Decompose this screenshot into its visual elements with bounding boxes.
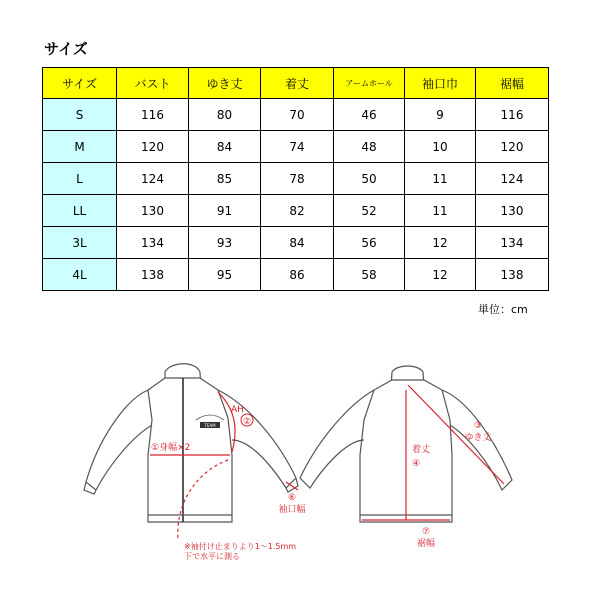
table-cell: 138 [476, 259, 549, 291]
header-sleeve-length: ゆき丈 [189, 68, 261, 99]
row-size-label: 3L [43, 227, 117, 259]
table-cell: 56 [334, 227, 405, 259]
table-cell: 124 [476, 163, 549, 195]
table-cell: 116 [476, 99, 549, 131]
garment-measurement-diagram [0, 340, 600, 580]
row-size-label: 4L [43, 259, 117, 291]
note-line-2: 下で水平に測る [184, 552, 240, 561]
table-cell: 80 [189, 99, 261, 131]
header-armhole: アームホール [334, 68, 405, 99]
table-cell: 48 [334, 131, 405, 163]
header-body-length: 着丈 [261, 68, 334, 99]
table-cell: 12 [405, 227, 476, 259]
header-bust: バスト [117, 68, 189, 99]
table-cell: 58 [334, 259, 405, 291]
label-hem-num: ⑦ [421, 527, 431, 537]
header-hem-width: 裾幅 [476, 68, 549, 99]
note-line-1: ※袖付け止まりより1～1.5mm [184, 542, 297, 551]
table-cell: 10 [405, 131, 476, 163]
table-cell: 134 [117, 227, 189, 259]
table-cell: 134 [476, 227, 549, 259]
table-cell: 46 [334, 99, 405, 131]
table-header-row [43, 68, 549, 99]
label-armhole-num: ② [242, 417, 252, 427]
table-cell: 124 [117, 163, 189, 195]
svg-text:TEAM: TEAM [204, 423, 216, 428]
table-cell: 11 [405, 195, 476, 227]
label-body-length: 着丈 [412, 445, 431, 455]
page-title: サイズ [44, 40, 88, 58]
table-cell: 120 [117, 131, 189, 163]
table-cell: 78 [261, 163, 334, 195]
row-size-label: M [43, 131, 117, 163]
row-size-label: LL [43, 195, 117, 227]
table-cell: 11 [405, 163, 476, 195]
table-row [43, 163, 549, 195]
table-cell: 95 [189, 259, 261, 291]
label-cuff-width: 袖口幅 [278, 505, 306, 515]
header-size: サイズ [43, 68, 117, 99]
front-jacket-illustration [84, 364, 298, 522]
table-cell: 84 [189, 131, 261, 163]
table-cell: 12 [405, 259, 476, 291]
label-bust-width: ①身幅×2 [151, 443, 191, 453]
label-body-length-num: ④ [412, 459, 421, 469]
table-cell: 130 [117, 195, 189, 227]
row-size-label: L [43, 163, 117, 195]
label-hem-width: 裾幅 [416, 539, 436, 549]
table-cell: 120 [476, 131, 549, 163]
table-row [43, 99, 549, 131]
header-cuff-width: 袖口巾 [405, 68, 476, 99]
table-row [43, 227, 549, 259]
table-row [43, 259, 549, 291]
table-cell: 91 [189, 195, 261, 227]
table-cell: 9 [405, 99, 476, 131]
label-cuff-num: ⑥ [287, 493, 297, 503]
table-row [43, 195, 549, 227]
table-row [43, 131, 549, 163]
table-cell: 138 [117, 259, 189, 291]
label-sleeve-length: ゆき丈 [464, 433, 492, 443]
row-size-label: S [43, 99, 117, 131]
unit-label: 単位：cm [478, 303, 528, 316]
table-cell: 86 [261, 259, 334, 291]
table-cell: 50 [334, 163, 405, 195]
label-armhole: AH [231, 405, 244, 415]
table-cell: 93 [189, 227, 261, 259]
table-cell: 116 [117, 99, 189, 131]
table-cell: 52 [334, 195, 405, 227]
table-cell: 82 [261, 195, 334, 227]
table-cell: 85 [189, 163, 261, 195]
table-cell: 130 [476, 195, 549, 227]
table-cell: 84 [261, 227, 334, 259]
table-cell: 70 [261, 99, 334, 131]
table-cell: 74 [261, 131, 334, 163]
size-table [42, 67, 549, 291]
label-sleeve-num: ③ [473, 421, 483, 431]
